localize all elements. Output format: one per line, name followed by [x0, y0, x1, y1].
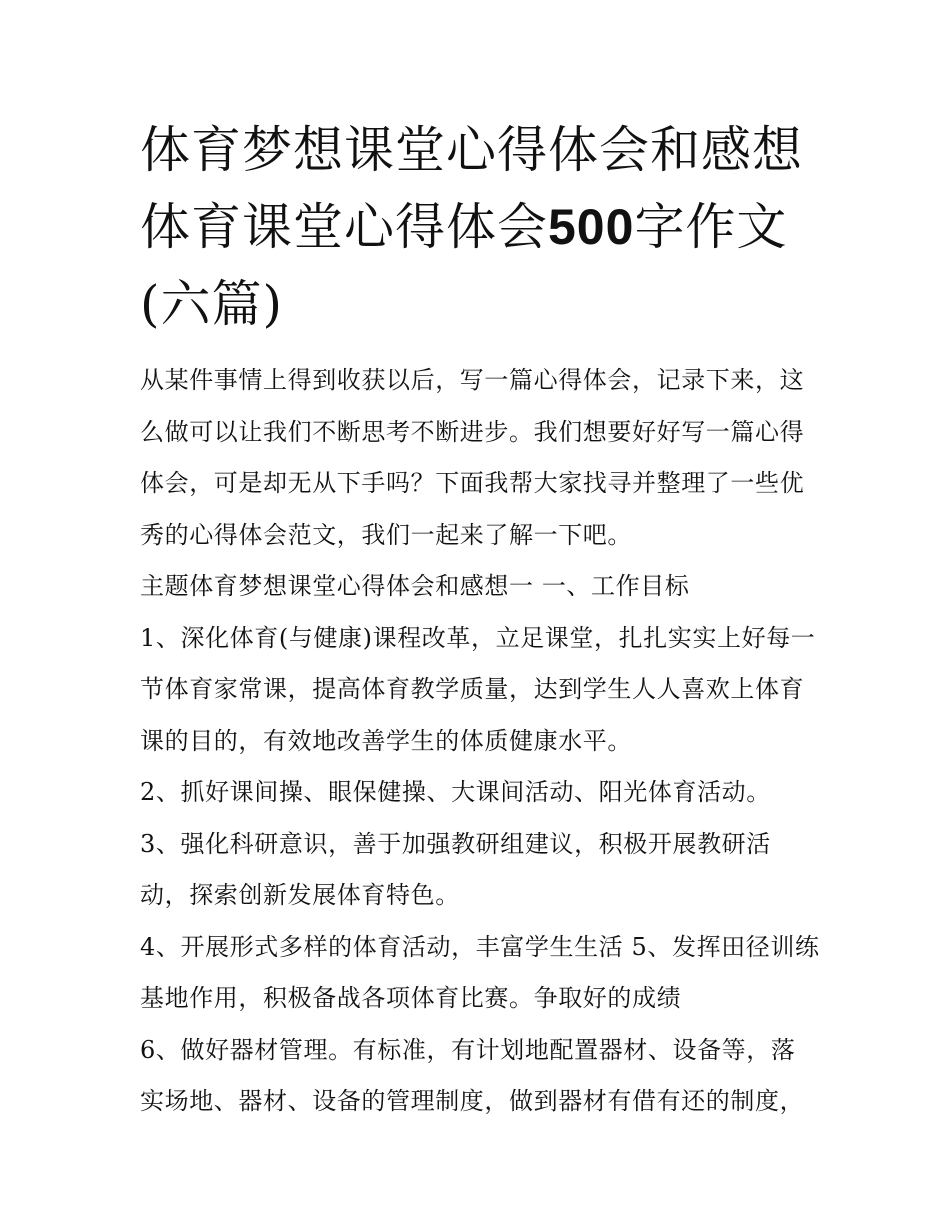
- title-line-2-prefix: 体育课堂心得体会: [140, 198, 548, 256]
- title-line-3: (六篇): [140, 275, 284, 333]
- paragraph-item-4-5: 4、开展形式多样的体育活动，丰富学生生活 5、发挥田径训练基地作用，积极备战各项体育比赛。争取好的成绩: [140, 932, 820, 1012]
- title-line-2-suffix: 字作文: [634, 198, 788, 256]
- paragraph-item-3: 3、强化科研意识，善于加强教研组建议，积极开展教研活动，探索创新发展体育特色。: [140, 829, 771, 909]
- paragraph-item-2: 2、抓好课间操、眼保健操、大课间活动、阳光体育活动。: [140, 778, 771, 806]
- paragraph-item-6: 6、做好器材管理。有标准，有计划地配置器材、设备等，落实场地、器材、设备的管理制度，做到器材有借有还的制度，: [140, 1035, 805, 1115]
- document-title: [140, 112, 840, 343]
- document-body: [140, 355, 820, 1128]
- paragraph-intro: 从某件事情上得到收获以后，写一篇心得体会，记录下来，这么做可以让我们不断思考不断进步。我们想要好好写一篇心得体会，可是却无从下手吗？下面我帮大家找寻并整理了一些优秀的心得体会范文，我们一起来了解一下吧。: [140, 366, 805, 549]
- paragraph-item-1: 1、深化体育(与健康)课程改革，立足课堂，扎扎实实上好每一节体育家常课，提高体育教学质量，达到学生人人喜欢上体育课的目的，有效地改善学生的体质健康水平。: [140, 623, 816, 755]
- title-line-2-number: 500: [548, 199, 635, 255]
- title-line-1: 体育梦想课堂心得体会和感想: [140, 121, 803, 179]
- paragraph-section-heading: 主题体育梦想课堂心得体会和感想一 一、工作目标: [140, 572, 690, 600]
